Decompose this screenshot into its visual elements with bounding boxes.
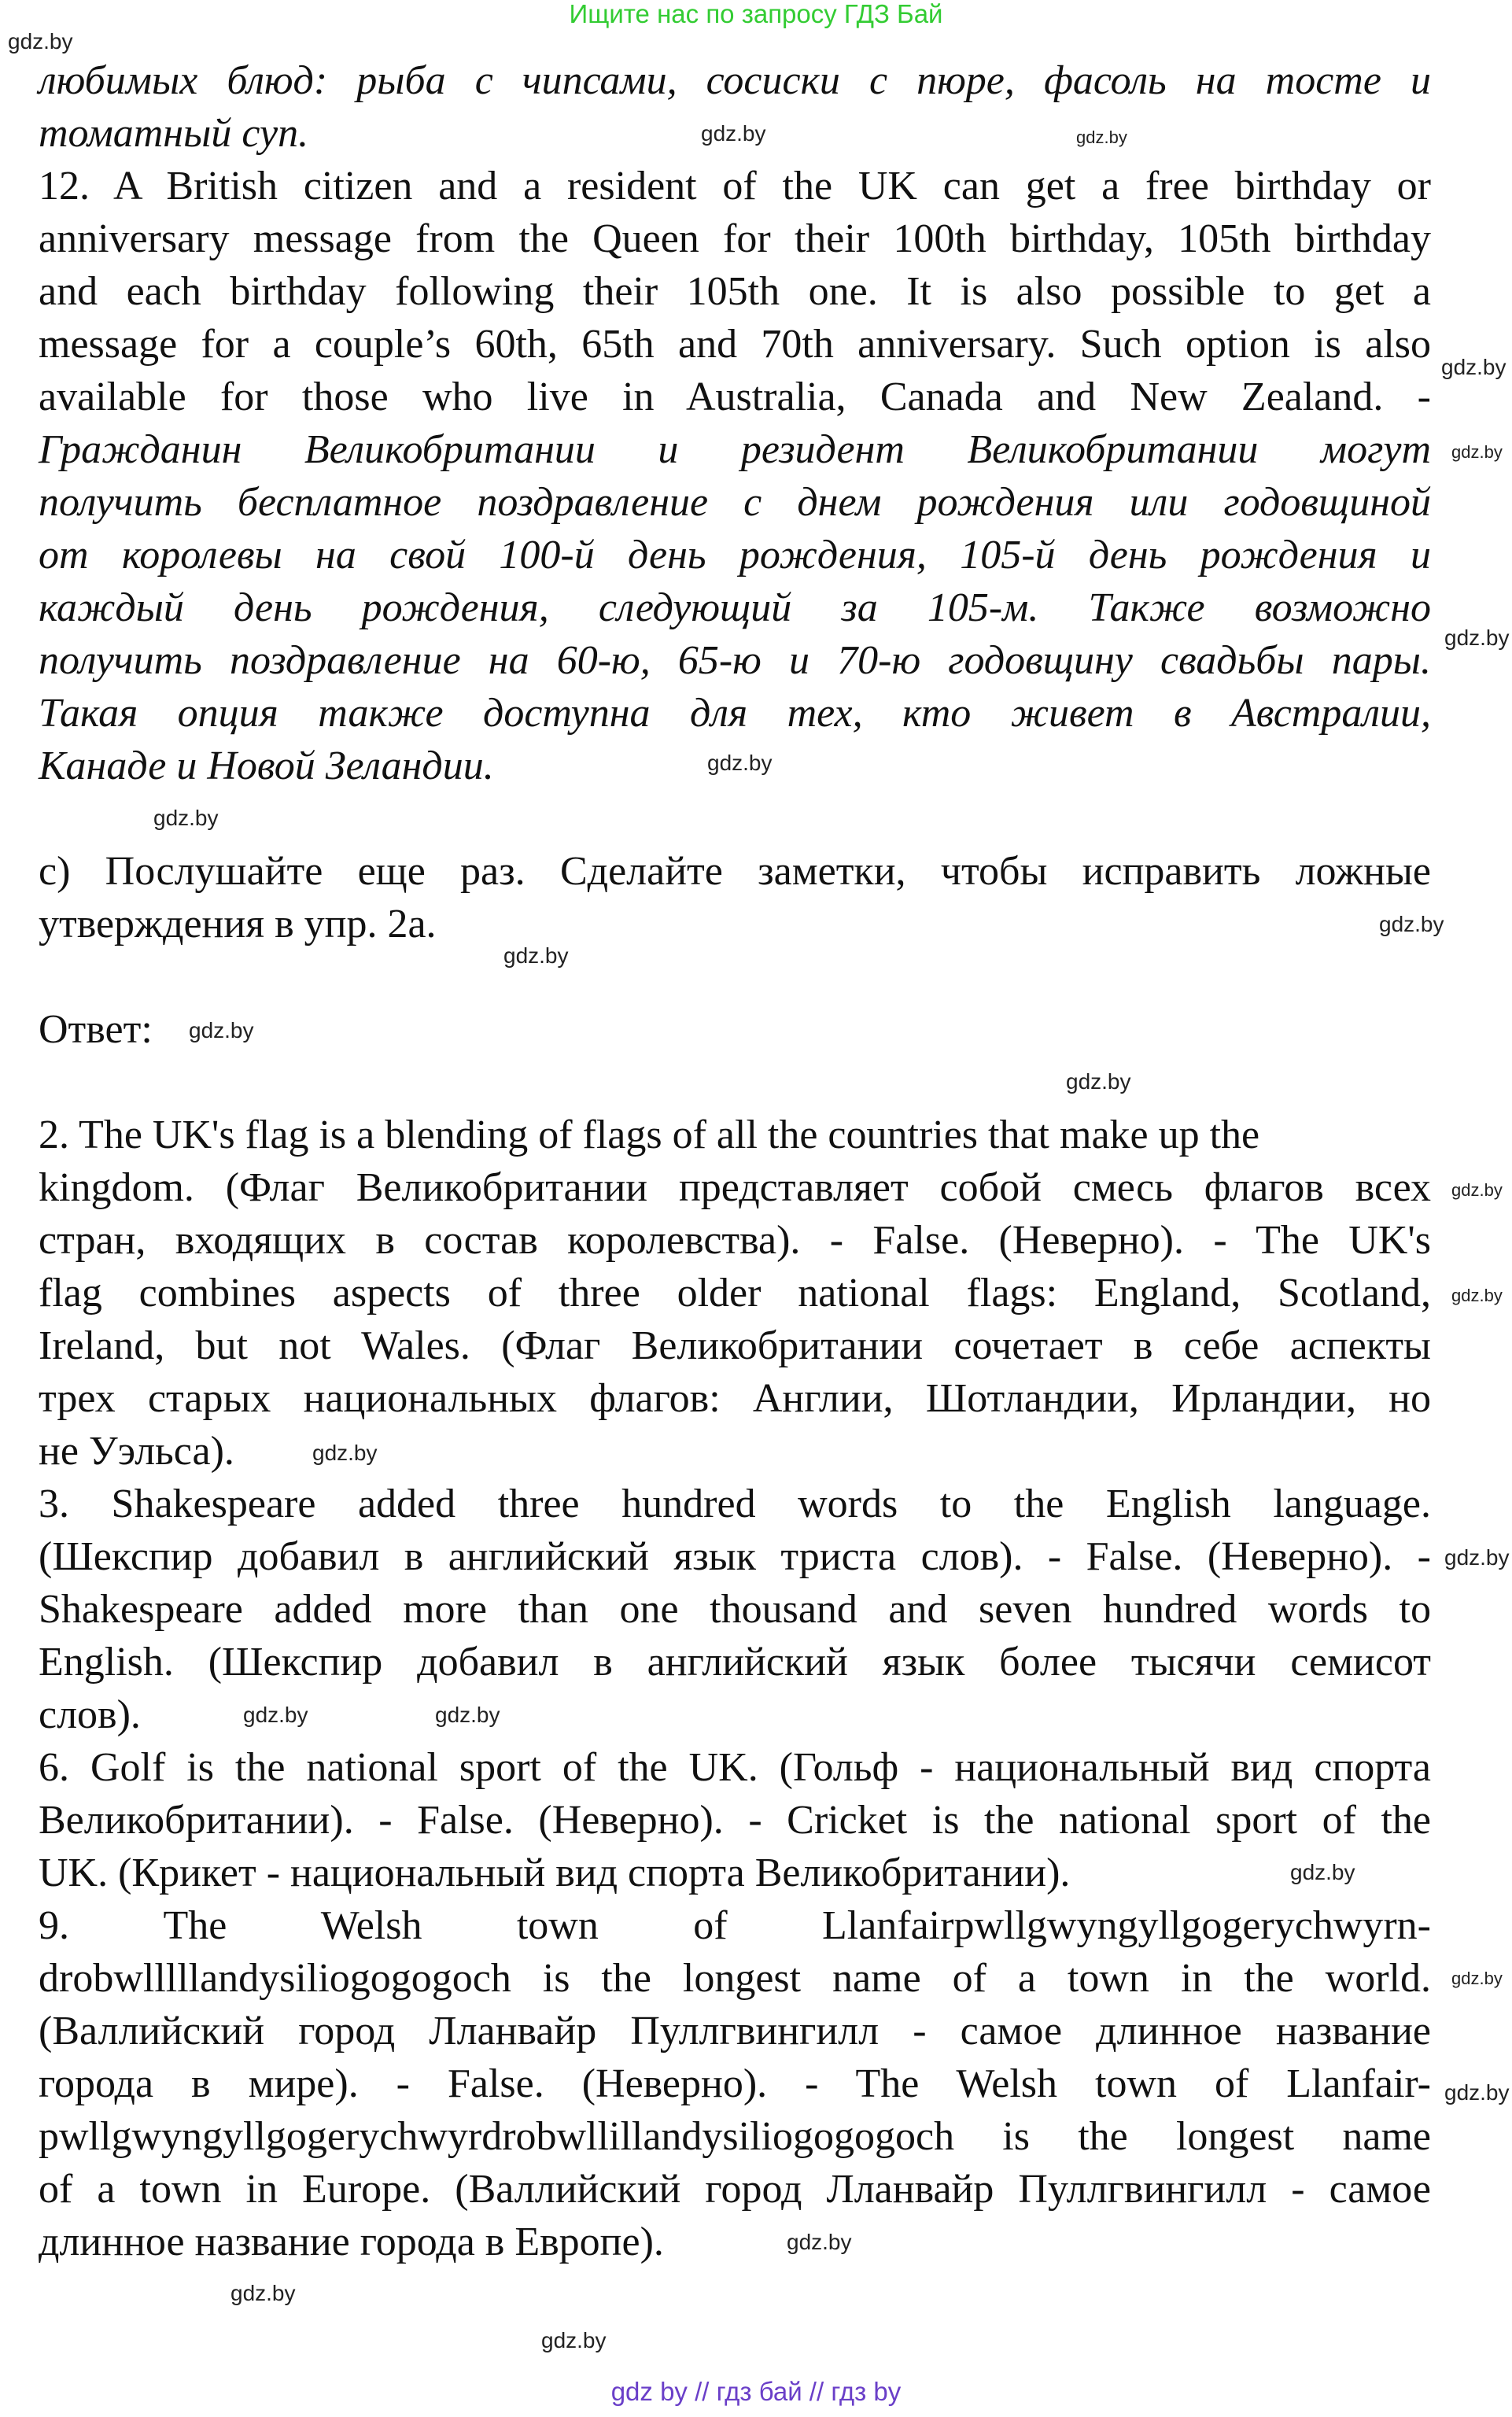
blank-line	[39, 792, 1431, 845]
watermark: gdz.by	[1451, 1969, 1503, 1988]
text-line: утверждения в упр. 2а.	[39, 902, 437, 947]
text-line: kingdom. (Флаг Великобритании представляет собой смесь флагов всех	[39, 1165, 1431, 1210]
watermark: gdz.by	[1444, 1545, 1510, 1570]
watermark: gdz.by	[153, 806, 219, 830]
watermark: gdz.by	[1076, 127, 1127, 147]
text-line: flag combines aspects of three older national flags: England, Scotland,	[39, 1271, 1431, 1316]
text-line: длинное название города в Европе).	[39, 2220, 664, 2264]
text-line: c) Послушайте еще раз. Сделайте заметки, чтобы исправить ложные	[39, 849, 1431, 894]
text-line: and each birthday following their 105th one. It is also possible to get a	[39, 269, 1431, 314]
watermark: gdz.by	[701, 121, 766, 146]
watermark: gdz.by	[541, 2328, 607, 2352]
text-line: available for those who live in Australia, Canada and New Zealand. -	[39, 375, 1431, 419]
text-line: стран, входящих в состав королевства). - False. (Неверно). - The UK's	[39, 1218, 1431, 1263]
watermark: gdz.by	[1379, 912, 1444, 936]
watermark: gdz.by	[1441, 355, 1506, 379]
text-line: 6. Golf is the national sport of the UK. (Гольф - национальный вид спорта	[39, 1745, 1431, 1790]
text-line: English. (Шекспир добавил в английский язык более тысячи семисот	[39, 1640, 1431, 1685]
text-line: 9. The Welsh town of Llanfairpwllgwyngyllgogerychwyrn-	[39, 1903, 1431, 1948]
text-line: 2. The UK's flag is a blending of flags of all the countries that make up the	[39, 1113, 1260, 1157]
footer-links: gdz by // гдз бай // гдз by	[610, 2377, 902, 2406]
text-line: (Валлийский город Лланвайр Пуллгвингилл - самое длинное название	[39, 2009, 1431, 2054]
watermark: gdz.by	[189, 1018, 254, 1042]
text-line: Ireland, but not Wales. (Флаг Великобритании сочетает в себе аспекты	[39, 1323, 1431, 1368]
watermark: gdz.by	[503, 943, 569, 968]
text-line: слов).	[39, 1692, 141, 1737]
text-line: Великобритании). - False. (Неверно). - Cricket is the national sport of the	[39, 1798, 1431, 1843]
text-line: pwllgwyngyllgogerychwyrdrobwllillandysiliogogogoch is the longest name	[39, 2114, 1431, 2159]
text-line: получить поздравление на 60-ю, 65-ю и 70-ю годовщину свадьбы пары.	[39, 638, 1431, 683]
watermark: gdz.by	[1451, 442, 1503, 462]
text-line: of a town in Europe. (Валлийский город Лланвайр Пуллгвингилл - самое	[39, 2167, 1431, 2212]
text-line: трех старых национальных флагов: Англии, Шотландии, Ирландии, но	[39, 1376, 1431, 1421]
answer-text	[39, 54, 1431, 2268]
text-line: drobwlllllandysiliogogogoch is the longest name of a town in the world.	[39, 1956, 1431, 2001]
text-line: message for a couple’s 60th, 65th and 70th anniversary. Such option is also	[39, 322, 1431, 367]
text-line: города в мире). - False. (Неверно). - The Welsh town of Llanfair-	[39, 2061, 1431, 2106]
text-line: UK. (Крикет - национальный вид спорта Великобритании).	[39, 1851, 1071, 1895]
watermark: gdz.by	[1444, 625, 1510, 650]
text-line: получить бесплатное поздравление с днем рождения или годовщиной	[39, 480, 1431, 525]
watermark: gdz.by	[1290, 1860, 1355, 1884]
watermark: gdz.by	[8, 29, 73, 54]
watermark: gdz.by	[243, 1703, 308, 1727]
text-line: томатный суп.	[39, 111, 309, 156]
watermark: gdz.by	[1451, 1286, 1503, 1305]
text-line: Shakespeare added more than one thousand and seven hundred words to	[39, 1587, 1431, 1632]
watermark: gdz.by	[1444, 2080, 1510, 2105]
watermark: gdz.by	[312, 1441, 378, 1465]
watermark: gdz.by	[787, 2230, 852, 2254]
watermark: gdz.by	[1066, 1069, 1131, 1094]
blank-line	[39, 950, 1431, 1003]
text-line: anniversary message from the Queen for their 100th birthday, 105th birthday	[39, 216, 1431, 261]
text-line: от королевы на свой 100-й день рождения, 105-й день рождения и	[39, 533, 1431, 577]
watermark: gdz.by	[707, 751, 773, 775]
text-line: 12. A British citizen and a resident of the UK can get a free birthday or	[39, 164, 1431, 208]
watermark: gdz.by	[435, 1703, 500, 1727]
text-line: Такая опция также доступна для тех, кто живет в Австралии,	[39, 691, 1431, 736]
text-line: любимых блюд: рыба с чипсами, сосиски с пюре, фасоль на тосте и	[39, 58, 1431, 103]
text-line: (Шекспир добавил в английский язык триста слов). - False. (Неверно). -	[39, 1534, 1431, 1579]
watermark: gdz.by	[1451, 1180, 1503, 1200]
watermark: gdz.by	[230, 2281, 296, 2305]
text-line: не Уэльса).	[39, 1429, 234, 1474]
search-banner: Ищите нас по запросу ГДЗ Бай	[569, 0, 943, 28]
text-line: Ответ:	[39, 1007, 153, 1052]
blank-line	[39, 1056, 1431, 1109]
text-line: каждый день рождения, следующий за 105-м. Также возможно	[39, 585, 1431, 630]
text-line: 3. Shakespeare added three hundred words to the English language.	[39, 1482, 1431, 1526]
text-line: Канаде и Новой Зеландии.	[39, 744, 494, 788]
text-line: Гражданин Великобритании и резидент Великобритании могут	[39, 427, 1431, 472]
